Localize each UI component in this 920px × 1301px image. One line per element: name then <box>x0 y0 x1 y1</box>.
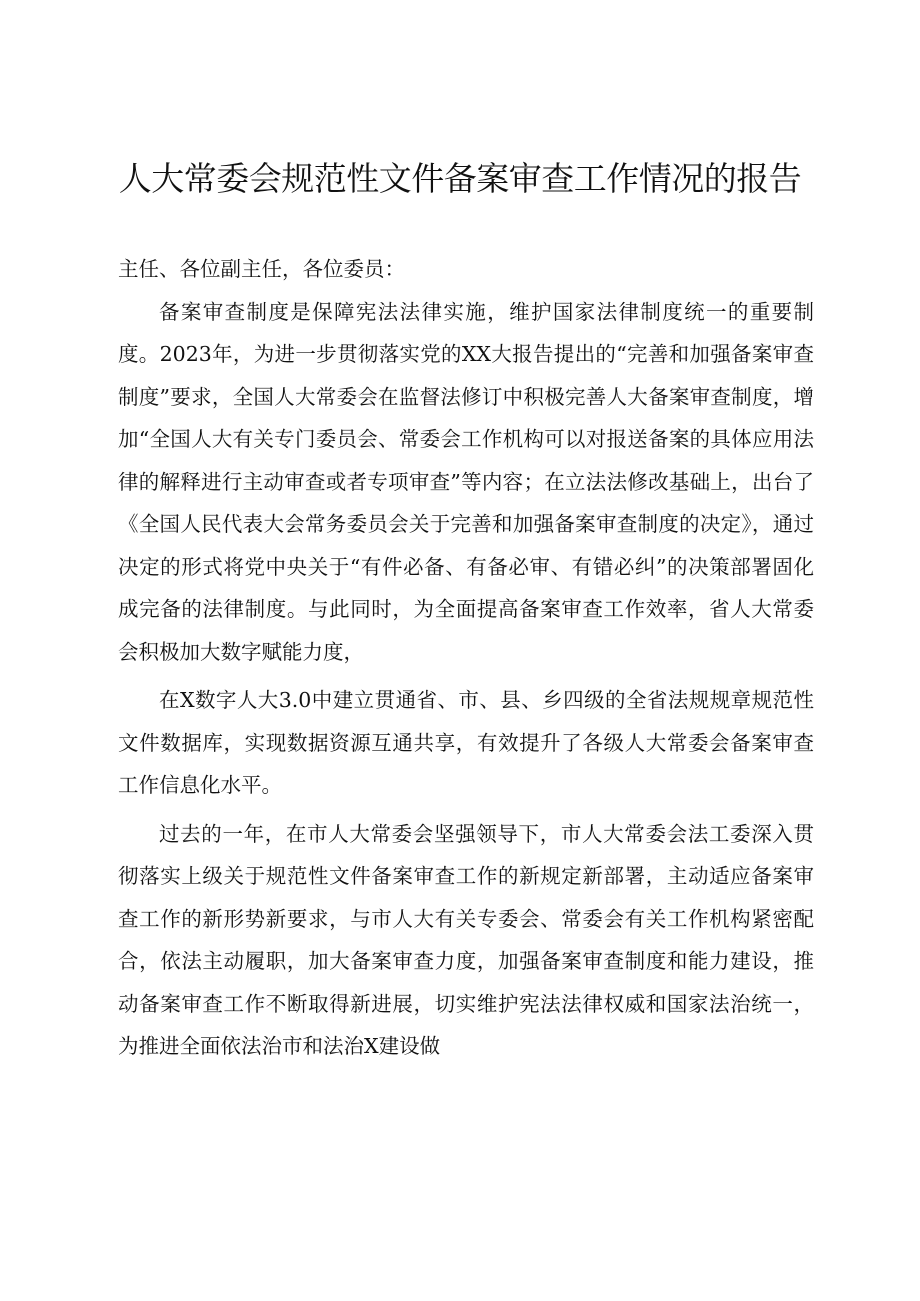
paragraph-2: 在X数字人大3.0中建立贯通省、市、县、乡四级的全省法规规章规范性文件数据库，实现数据资源互通共享，有效提升了各级人大常委会备案审查工作信息化水平。 <box>118 688 814 797</box>
salutation: 主任、各位副主任，各位委员： <box>118 257 405 281</box>
paragraph-1: 备案审查制度是保障宪法法律实施，维护国家法律制度统一的重要制度。2023年，为进一步贯彻落实党的XX大报告提出的“完善和加强备案审查制度”要求，全国人大常委会在监督法修订中积极完善人大备案审查制度，增加“全国人大有关专门委员会、常委会工作机构可以对报送备案的具体应用法律的解释进行主动审查或者专项审查”等内容；在立法法修改基础上，出台了《全国人民代表大会常务委员会关于完善和加强备案审查制度的决定》，通过决定的形式将党中央关于“有件必备、有备必审、有错必纠”的决策部署固化成完备的法律制度。与此同时，为全面提高备案审查工作效率，省人大常委会积极加大数字赋能力度， <box>118 299 814 664</box>
document-body <box>118 248 814 1068</box>
document-title: 人大常委会规范性文件备案审查工作情况的报告 <box>118 159 802 198</box>
paragraph-3: 过去的一年，在市人大常委会坚强领导下，市人大常委会法工委深入贯彻落实上级关于规范性文件备案审查工作的新规定新部署，主动适应备案审查工作的新形势新要求，与市人大有关专委会、常委会有关工作机构紧密配合，依法主动履职，加大备案审查力度，加强备案审查制度和能力建设，推动备案审查工作不断取得新进展，切实维护宪法法律权威和国家法治统一，为推进全面依法治市和法治X建设做 <box>118 821 814 1058</box>
